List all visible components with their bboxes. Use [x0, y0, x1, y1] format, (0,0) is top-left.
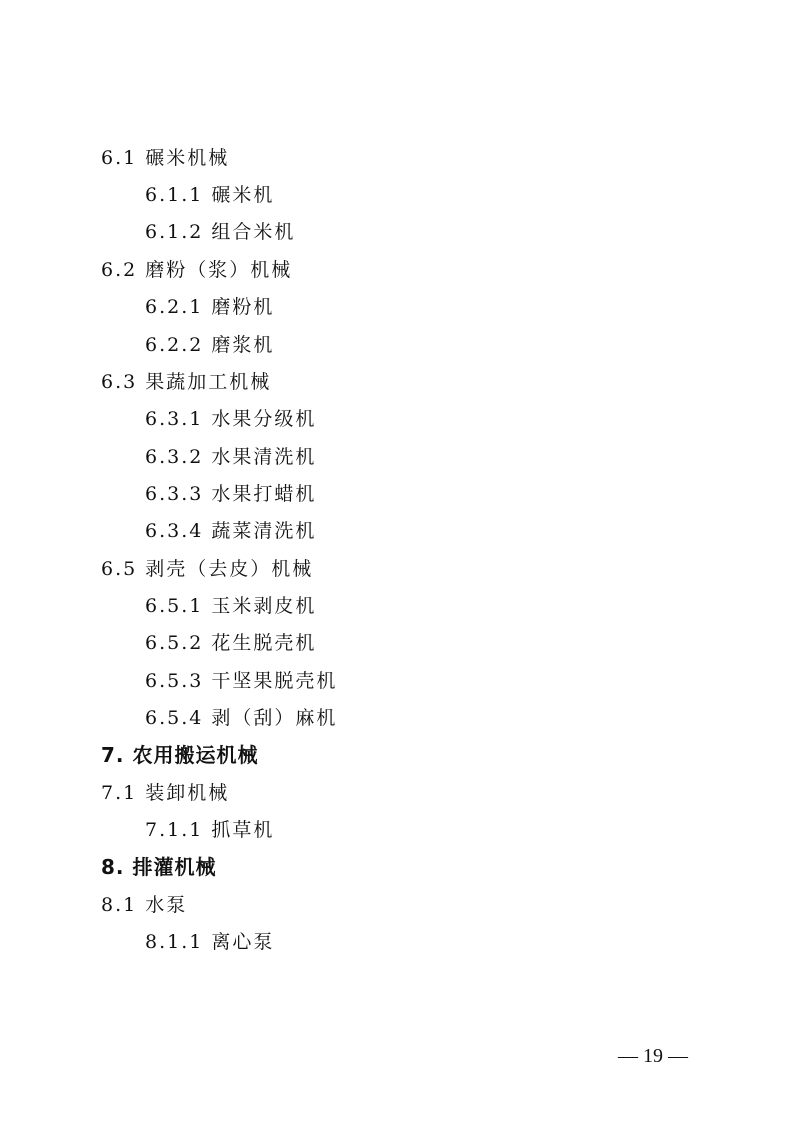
chapter-8-heading: 8. 排灌机械 [101, 855, 217, 879]
section-6-5: 6.5 剥壳（去皮）机械 [101, 558, 314, 580]
item-6-5-2: 6.5.2 花生脱壳机 [145, 632, 317, 654]
item-6-3-3: 6.3.3 水果打蜡机 [145, 483, 317, 505]
item-6-5-3: 6.5.3 干坚果脱壳机 [145, 670, 338, 692]
section-6-3: 6.3 果蔬加工机械 [101, 371, 272, 393]
item-6-3-2: 6.3.2 水果清洗机 [145, 446, 317, 468]
section-7-1: 7.1 装卸机械 [101, 782, 230, 804]
item-6-3-1: 6.3.1 水果分级机 [145, 408, 317, 430]
item-6-1-1: 6.1.1 碾米机 [145, 184, 275, 206]
item-6-3-4: 6.3.4 蔬菜清洗机 [145, 520, 317, 542]
item-6-5-1: 6.5.1 玉米剥皮机 [145, 595, 317, 617]
item-6-2-1: 6.2.1 磨粉机 [145, 296, 275, 318]
chapter-7-heading: 7. 农用搬运机械 [101, 743, 259, 767]
page-number: — 19 — [618, 1045, 688, 1067]
section-6-1: 6.1 碾米机械 [101, 147, 230, 169]
item-6-2-2: 6.2.2 磨浆机 [145, 334, 275, 356]
item-7-1-1: 7.1.1 抓草机 [145, 819, 275, 841]
item-6-1-2: 6.1.2 组合米机 [145, 221, 296, 243]
item-8-1-1: 8.1.1 离心泵 [145, 931, 275, 953]
item-6-5-4: 6.5.4 剥（刮）麻机 [145, 707, 338, 729]
section-6-2: 6.2 磨粉（浆）机械 [101, 259, 293, 281]
section-8-1: 8.1 水泵 [101, 894, 188, 916]
